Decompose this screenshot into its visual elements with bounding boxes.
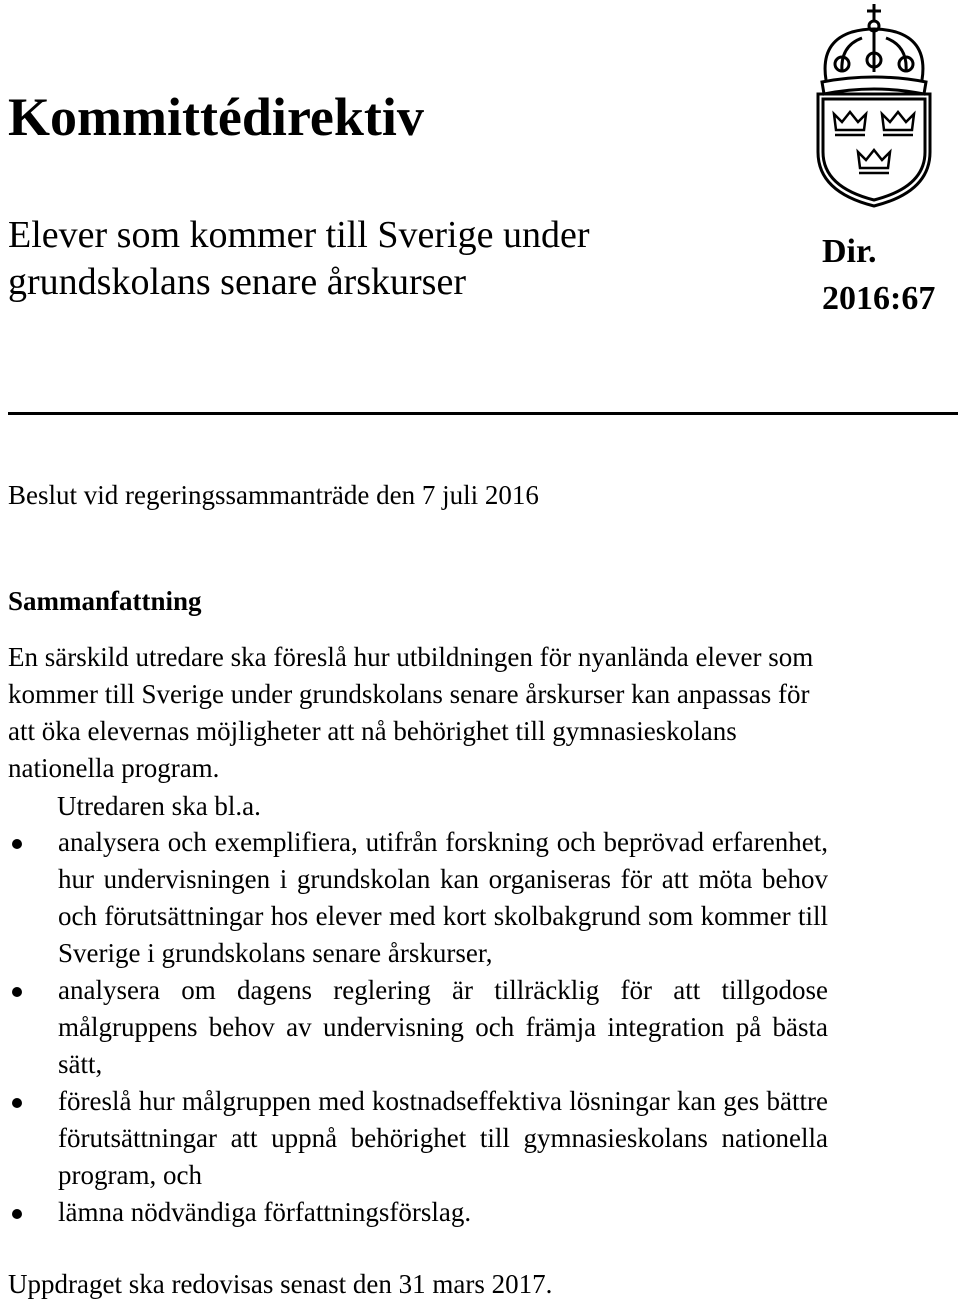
crown-icon xyxy=(822,29,926,94)
directive-number: 2016:67 xyxy=(822,280,936,317)
bullet-icon xyxy=(12,839,22,849)
list-item-text: föreslå hur målgruppen med kostnadseffektiva lösningar kan ges bättre förutsättningar att uppnå behörighet till gymnasieskolans nationella program, och xyxy=(58,1086,828,1190)
horizontal-divider xyxy=(8,412,958,415)
directive-reference xyxy=(822,228,935,322)
summary-heading: Sammanfattning xyxy=(8,586,202,616)
list-item xyxy=(8,824,828,972)
summary-text: En särskild utredare ska föreslå hur utbildningen för nyanlända elever som kommer till Sverige under grundskolans senare årskurser kan anpassas för att öka elevernas möjligheter att nå behörighet till gymnasieskolans nationella program. xyxy=(8,642,814,783)
task-intro: Utredaren ska bl.a. xyxy=(57,791,261,821)
subtitle-line-2: grundskolans senare årskurser xyxy=(8,261,466,303)
coat-of-arms-emblem xyxy=(812,2,936,208)
crown-cross-icon xyxy=(867,4,881,31)
list-item xyxy=(8,1194,828,1231)
document-subtitle xyxy=(8,212,589,306)
list-item-text: analysera och exemplifiera, utifrån forskning och beprövad erfarenhet, hur undervisningen i grundskolan kan organiseras för att möta behov och förutsättningar hos elever med kort skolbakgrund som kommer till Sverige i grundskolans senare årskurser, xyxy=(58,827,828,968)
bullet-icon xyxy=(12,1098,22,1108)
three-crowns-icon xyxy=(834,112,914,173)
list-item-text: analysera om dagens reglering är tillräcklig för att tillgodose målgruppens behov av undervisning och främja integration på bästa sätt, xyxy=(58,975,828,1079)
subtitle-line-1: Elever som kommer till Sverige under xyxy=(8,214,590,256)
list-item-text: lämna nödvändiga författningsförslag. xyxy=(58,1197,472,1227)
directive-label: Dir. xyxy=(822,233,877,270)
deadline-text: Uppdraget ska redovisas senast den 31 mars 2017. xyxy=(8,1269,553,1299)
bullet-icon xyxy=(12,1209,22,1219)
task-list xyxy=(8,824,828,1231)
list-item xyxy=(8,1083,828,1194)
document-title: Kommittédirektiv xyxy=(8,87,424,147)
bullet-icon xyxy=(12,987,22,997)
decision-date-line: Beslut vid regeringssammanträde den 7 juli 2016 xyxy=(8,480,539,510)
list-item xyxy=(8,972,828,1083)
